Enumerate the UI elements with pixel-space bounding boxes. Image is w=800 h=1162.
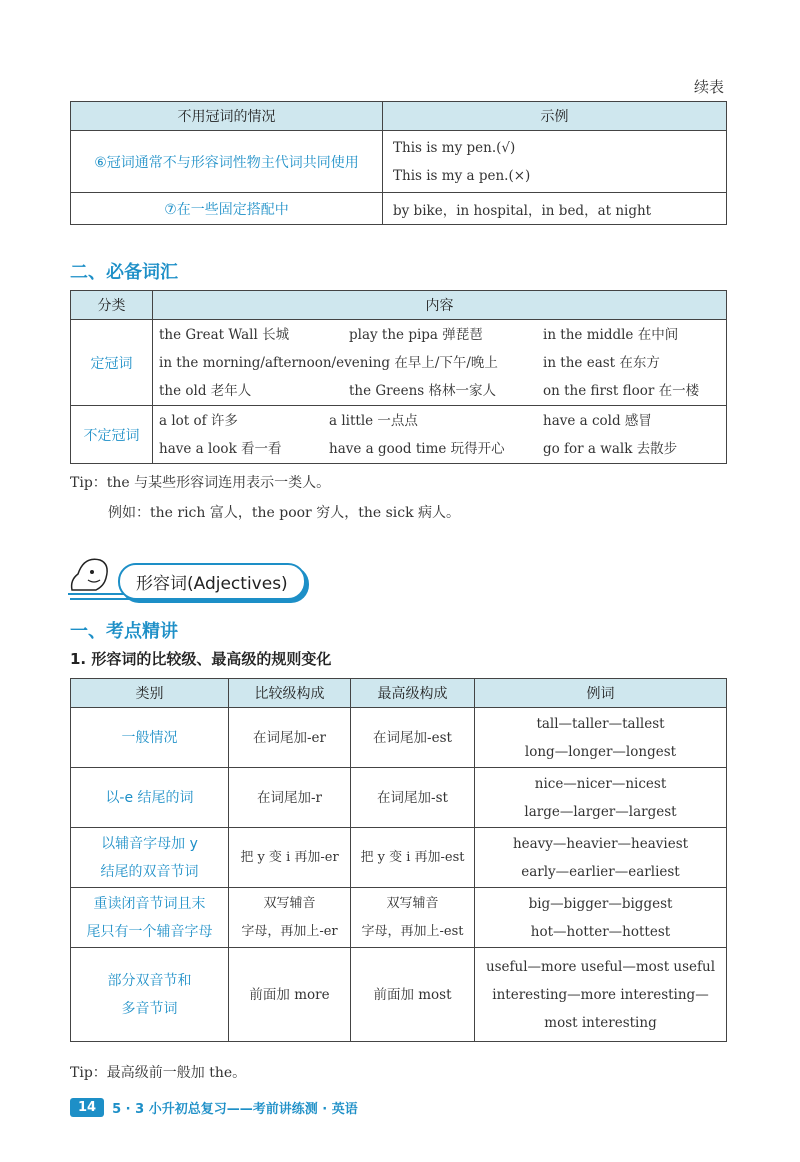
badge-underline bbox=[70, 598, 296, 600]
book-title: 5 · 3 小升初总复习——考前讲练测 · 英语 bbox=[112, 1102, 358, 1117]
cell-line: 双写辅音 bbox=[263, 895, 316, 911]
vocab-item: the old 老年人 bbox=[159, 382, 252, 399]
example-line: This is my a pen.(×) bbox=[393, 167, 531, 184]
cell-line: interesting—more interesting— bbox=[492, 986, 709, 1003]
vocab-item: a little 一点点 bbox=[329, 412, 418, 429]
table-row bbox=[71, 888, 727, 948]
vocab-item: in the morning/afternoon/evening 在早上/下午/晚上 bbox=[159, 354, 498, 371]
cell-line: 在词尾加-st bbox=[377, 789, 448, 806]
cell-line: 在词尾加-er bbox=[252, 729, 326, 746]
column-header: 例词 bbox=[475, 679, 727, 708]
cell-line: 字母，再加上-er bbox=[241, 923, 338, 939]
adjective-comparison-table bbox=[70, 678, 727, 1042]
example-cell bbox=[383, 131, 727, 193]
example-cell bbox=[475, 768, 727, 828]
vocab-item: the Greens 格林一家人 bbox=[349, 382, 497, 399]
content-cell bbox=[153, 406, 727, 464]
article-usage-table bbox=[70, 101, 727, 225]
cell-line: heavy—heavier—heaviest bbox=[512, 835, 689, 852]
column-header: 分类 bbox=[71, 291, 153, 320]
comparative-cell bbox=[229, 948, 351, 1042]
cell-line: 结尾的双音节词 bbox=[100, 863, 199, 880]
subsection-heading: 1. 形容词的比较级、最高级的规则变化 bbox=[70, 650, 332, 668]
cell-line: long—longer—longest bbox=[524, 743, 677, 760]
cell-line: 双写辅音 bbox=[386, 895, 439, 911]
cell-line: 尾只有一个辅音字母 bbox=[86, 923, 213, 940]
vocab-item: have a cold 感冒 bbox=[543, 412, 652, 429]
category-cell: 定冠词 bbox=[71, 320, 153, 406]
cell-line: 前面加 most bbox=[373, 986, 452, 1003]
tip-text: Tip：最高级前一般加 the。 bbox=[70, 1065, 247, 1081]
vocab-item: in the middle 在中间 bbox=[543, 326, 679, 343]
page-number: 14 bbox=[70, 1098, 104, 1117]
superlative-cell bbox=[351, 828, 475, 888]
column-header: 示例 bbox=[383, 102, 727, 131]
vocab-item: have a look 看一看 bbox=[159, 440, 282, 457]
content-cell bbox=[153, 320, 727, 406]
comparative-cell bbox=[229, 768, 351, 828]
page-footer bbox=[70, 1098, 358, 1117]
category-cell bbox=[71, 708, 229, 768]
comparative-cell bbox=[229, 708, 351, 768]
example-cell bbox=[475, 708, 727, 768]
cell-line: 部分双音节和 bbox=[107, 972, 192, 989]
vocab-item: have a good time 玩得开心 bbox=[329, 440, 505, 457]
adjectives-badge: 形容词(Adjectives) bbox=[118, 563, 306, 600]
cell-line: most interesting bbox=[544, 1014, 657, 1031]
section-heading: 二、必备词汇 bbox=[70, 262, 178, 283]
example-cell bbox=[475, 888, 727, 948]
category-cell bbox=[71, 888, 229, 948]
section-heading: 一、考点精讲 bbox=[70, 621, 178, 642]
superlative-cell bbox=[351, 708, 475, 768]
case-cell: ⑦在一些固定搭配中 bbox=[71, 193, 383, 225]
superlative-cell bbox=[351, 768, 475, 828]
comparative-cell bbox=[229, 828, 351, 888]
cell-line: 一般情况 bbox=[121, 729, 178, 746]
vocab-item: on the first floor 在一楼 bbox=[543, 382, 700, 399]
cell-line: 以辅音字母加 y bbox=[101, 835, 198, 852]
category-cell bbox=[71, 828, 229, 888]
example-cell bbox=[475, 828, 727, 888]
cell-line: 重读闭音节词且末 bbox=[93, 895, 206, 912]
cell-line: tall—taller—tallest bbox=[536, 715, 665, 732]
cell-line: 把 y 变 i 再加-er bbox=[240, 849, 339, 865]
example-cell bbox=[475, 948, 727, 1042]
cell-line: large—larger—largest bbox=[524, 803, 677, 820]
cartoon-icon bbox=[66, 550, 126, 596]
continued-label: 续表 bbox=[693, 78, 724, 96]
column-header: 比较级构成 bbox=[229, 679, 351, 708]
tip-example: 例如：the rich 富人，the poor 穷人，the sick 病人。 bbox=[108, 505, 461, 521]
column-header: 类别 bbox=[71, 679, 229, 708]
vocab-item: in the east 在东方 bbox=[543, 354, 660, 371]
cell-line: early—earlier—earliest bbox=[521, 863, 680, 880]
cell-line: 多音节词 bbox=[121, 1000, 178, 1017]
comparative-cell bbox=[229, 888, 351, 948]
category-cell bbox=[71, 948, 229, 1042]
column-header: 不用冠词的情况 bbox=[71, 102, 383, 131]
cell-line: big—bigger—biggest bbox=[528, 895, 673, 912]
vocab-table bbox=[70, 290, 727, 464]
case-cell: ⑥冠词通常不与形容词性物主代词共同使用 bbox=[71, 131, 383, 193]
cell-line: hot—hotter—hottest bbox=[530, 923, 671, 940]
example-line: This is my pen.(√) bbox=[393, 139, 516, 156]
cell-line: 字母，再加上-est bbox=[361, 923, 464, 939]
table-row bbox=[71, 708, 727, 768]
superlative-cell bbox=[351, 888, 475, 948]
cell-line: 把 y 变 i 再加-est bbox=[360, 849, 465, 865]
table-row bbox=[71, 948, 727, 1042]
cell-line: useful—more useful—most useful bbox=[485, 958, 716, 975]
vocab-item: go for a walk 去散步 bbox=[543, 440, 678, 457]
column-header: 最高级构成 bbox=[351, 679, 475, 708]
vocab-item: play the pipa 弹琵琶 bbox=[349, 326, 483, 343]
column-header: 内容 bbox=[153, 291, 727, 320]
cell-line: 以-e 结尾的词 bbox=[105, 789, 194, 806]
tip-text: Tip：the 与某些形容词连用表示一类人。 bbox=[70, 475, 331, 491]
cell-line: 前面加 more bbox=[249, 986, 330, 1003]
category-cell bbox=[71, 768, 229, 828]
vocab-item: the Great Wall 长城 bbox=[159, 326, 290, 343]
table-row bbox=[71, 828, 727, 888]
category-cell: 不定冠词 bbox=[71, 406, 153, 464]
cell-line: 在词尾加-est bbox=[373, 729, 452, 746]
cell-line: 在词尾加-r bbox=[256, 789, 322, 806]
cell-line: nice—nicer—nicest bbox=[534, 775, 667, 792]
example-cell: by bike，in hospital，in bed，at night bbox=[383, 193, 727, 225]
table-row bbox=[71, 768, 727, 828]
superlative-cell bbox=[351, 948, 475, 1042]
vocab-item: a lot of 许多 bbox=[159, 412, 238, 429]
